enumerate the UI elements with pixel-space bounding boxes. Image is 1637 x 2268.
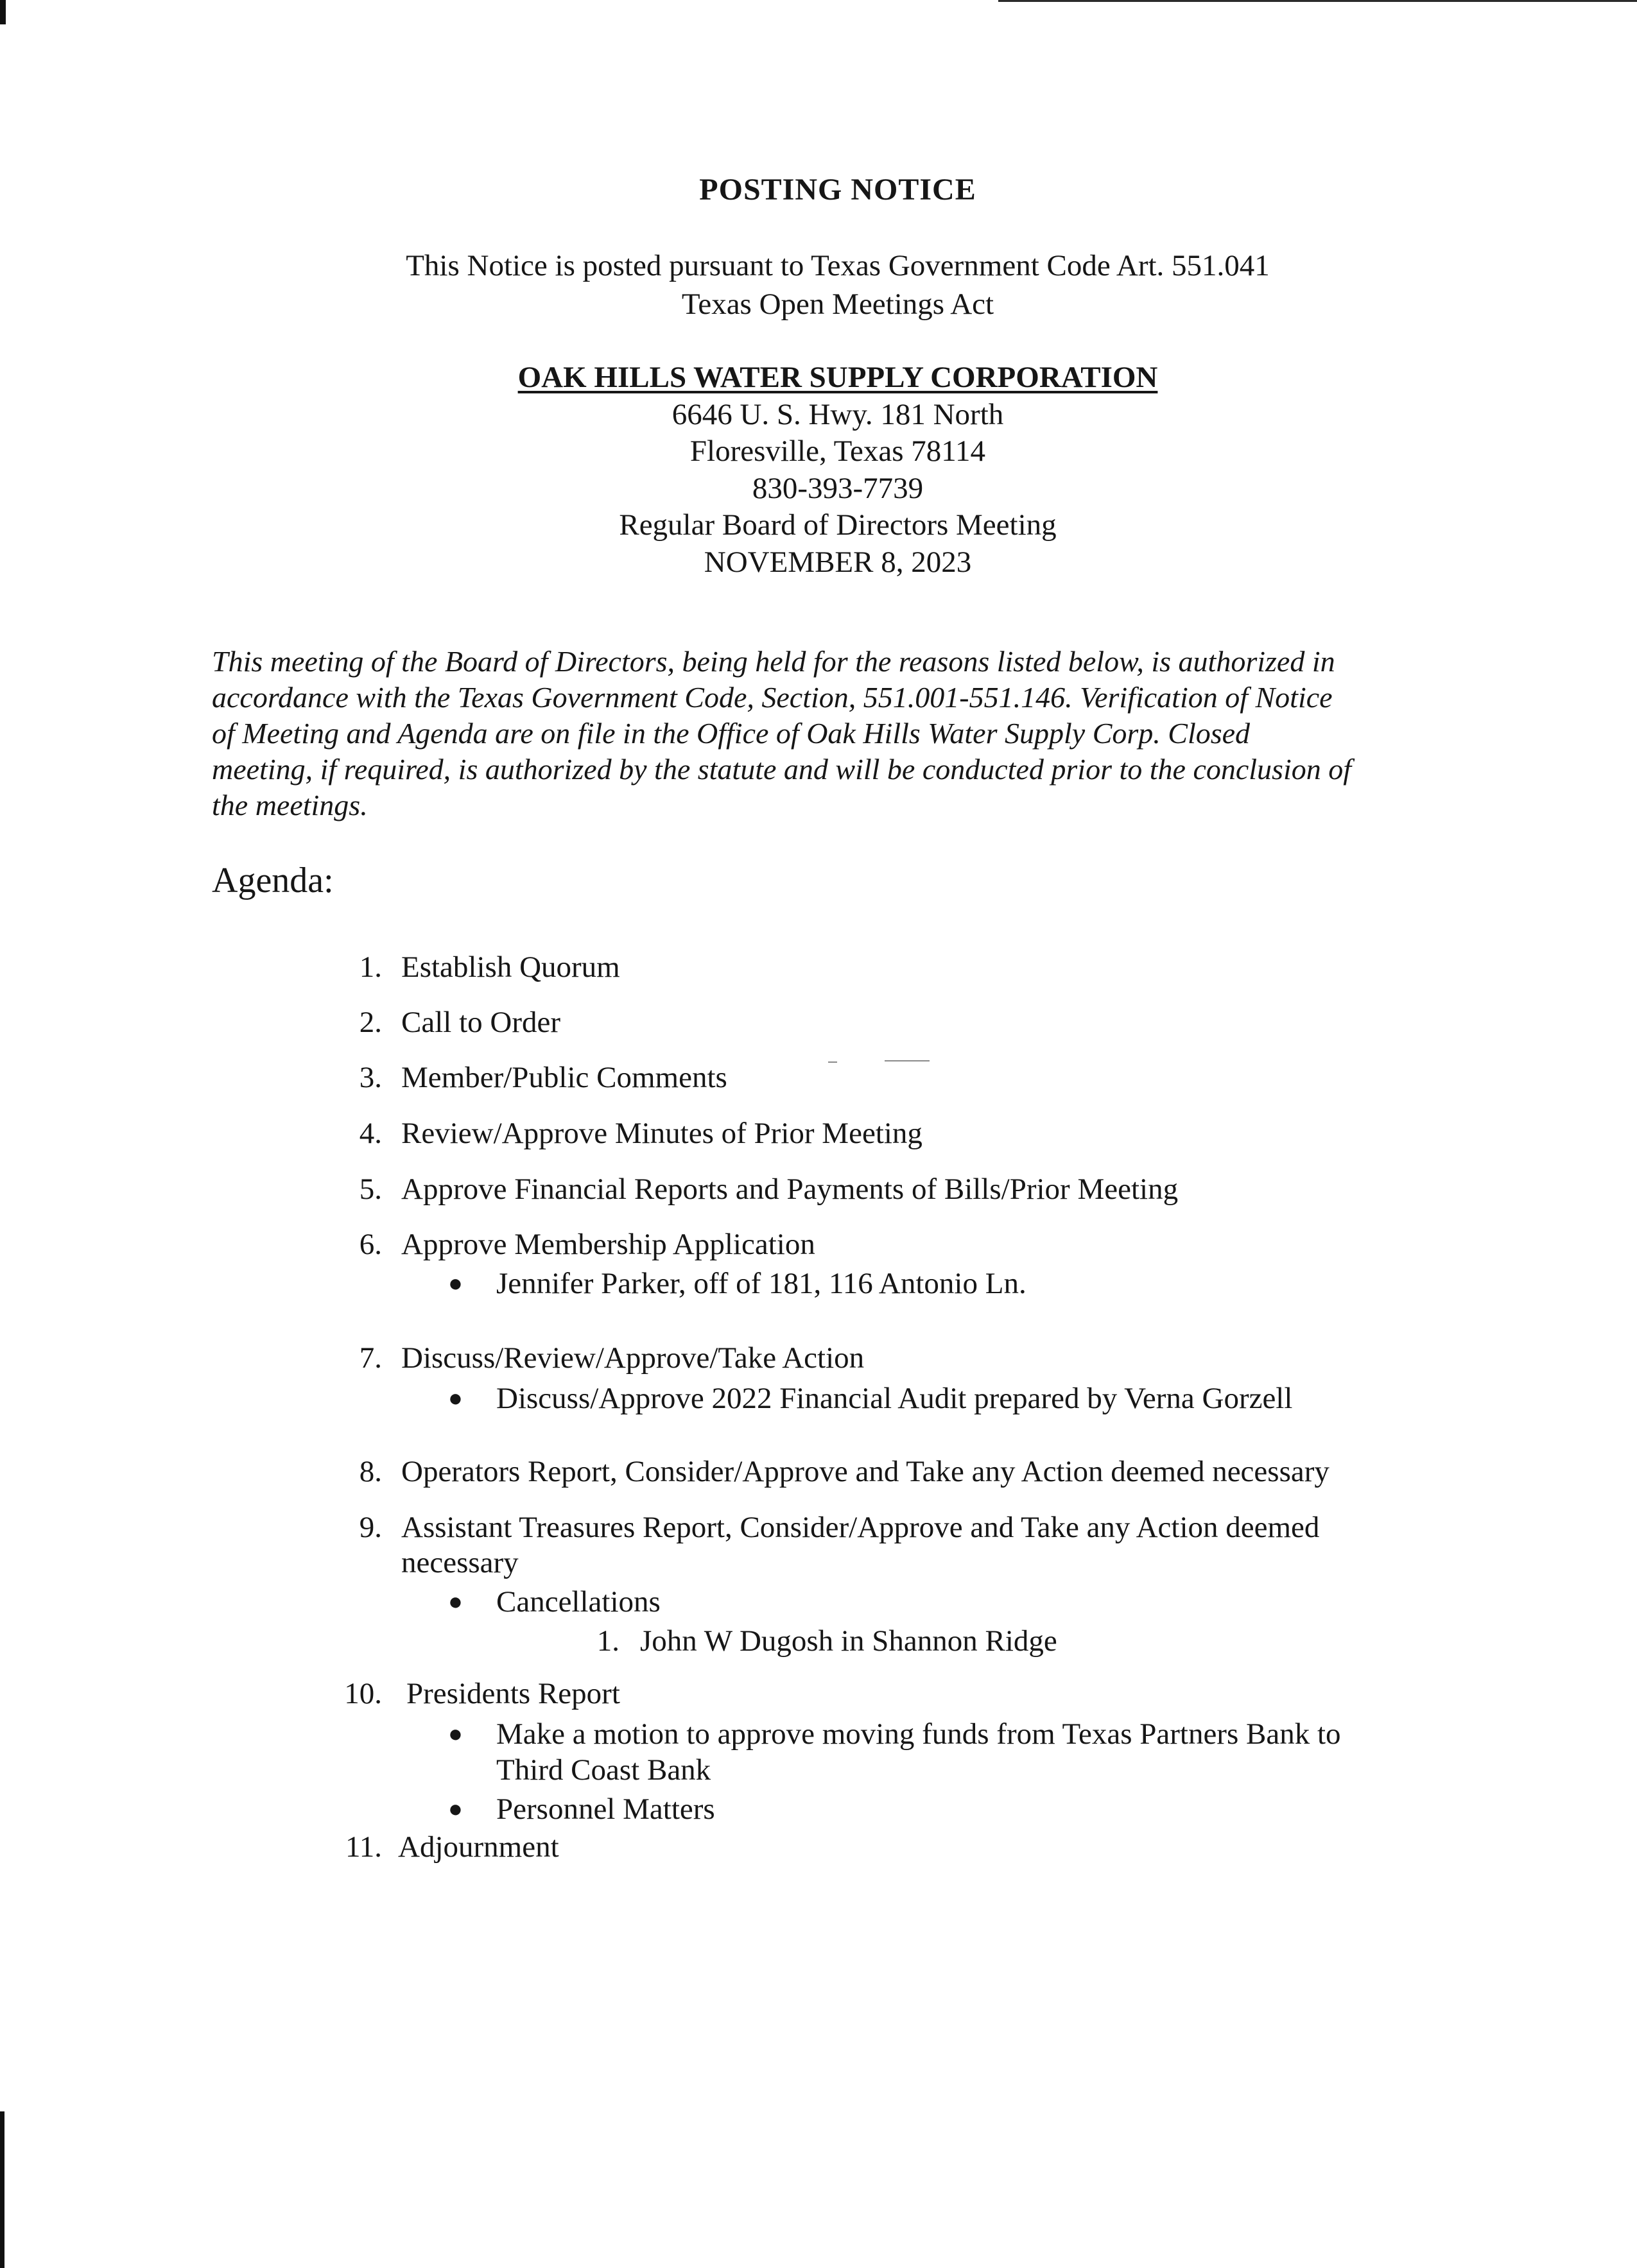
agenda-item-number: 2. (359, 1006, 382, 1039)
agenda-nested-number: 1. (596, 1624, 619, 1658)
bullet-icon: ● (448, 1588, 463, 1615)
agenda-item-number: 7. (359, 1341, 382, 1375)
agenda-subitem-text: Make a motion to approve moving funds from Texas Partners Bank to (496, 1717, 1341, 1751)
phone-number: 830-393-7739 (752, 472, 924, 505)
agenda-item-text: Review/Approve Minutes of Prior Meeting (401, 1117, 922, 1150)
statement-line: of Meeting and Agenda are on file in the Office of Oak Hills Water Supply Corp. Closed (212, 717, 1251, 750)
scan-mark (885, 1060, 930, 1061)
notice-line: This Notice is posted pursuant to Texas Government Code Art. 551.041 (406, 249, 1270, 282)
agenda-item-text: Approve Financial Reports and Payments of Bills/Prior Meeting (401, 1173, 1179, 1206)
agenda-subitem-text: Third Coast Bank (496, 1753, 711, 1787)
bullet-icon: ● (448, 1796, 463, 1823)
agenda-item-text: Operators Report, Consider/Approve and Take any Action deemed necessary (401, 1455, 1330, 1488)
agenda-item-number: 6. (359, 1228, 382, 1261)
statement-line: meeting, if required, is authorized by the statute and will be conducted prior to the conclusion of (212, 753, 1352, 786)
statement-line: the meetings. (212, 789, 368, 821)
agenda-item-text: Discuss/Review/Approve/Take Action (401, 1341, 865, 1375)
agenda-item-text: Presidents Report (406, 1677, 620, 1710)
agenda-heading: Agenda: (212, 861, 334, 900)
agenda-subitem-text: Personnel Matters (496, 1792, 715, 1826)
agenda-item-number: 9. (359, 1511, 382, 1544)
agenda-subitem-text: Cancellations (496, 1585, 661, 1619)
agenda-item-number: 8. (359, 1455, 382, 1488)
agenda-item-text: Establish Quorum (401, 950, 620, 984)
agenda-item-text: Call to Order (401, 1006, 560, 1039)
agenda-item-number: 5. (359, 1173, 382, 1206)
address-line: 6646 U. S. Hwy. 181 North (671, 398, 1004, 431)
agenda-item-text: necessary (401, 1546, 519, 1579)
statement-line: This meeting of the Board of Directors, being held for the reasons listed below, is authorized in (212, 645, 1335, 678)
agenda-item-number: 10. (344, 1677, 382, 1710)
bullet-icon: ● (448, 1385, 463, 1412)
meeting-type: Regular Board of Directors Meeting (619, 508, 1057, 542)
notice-line: Texas Open Meetings Act (681, 288, 994, 321)
agenda-subitem-text: Jennifer Parker, off of 181, 116 Antonio Ln. (496, 1267, 1026, 1300)
agenda-subitem-text: Discuss/Approve 2022 Financial Audit prepared by Verna Gorzell (496, 1382, 1293, 1415)
bullet-icon: ● (448, 1270, 463, 1297)
agenda-item-text: Assistant Treasures Report, Consider/Approve and Take any Action deemed (401, 1511, 1320, 1544)
address-line: Floresville, Texas 78114 (689, 434, 986, 468)
agenda-item-number: 3. (359, 1061, 382, 1094)
statement-line: accordance with the Texas Government Code, Section, 551.001-551.146. Verification of Notice (212, 681, 1333, 714)
agenda-item-number: 11. (345, 1830, 382, 1864)
agenda-nested-text: John W Dugosh in Shannon Ridge (640, 1624, 1057, 1658)
meeting-date: NOVEMBER 8, 2023 (704, 546, 972, 579)
bullet-icon: ● (448, 1721, 463, 1748)
agenda-item-text: Approve Membership Application (401, 1228, 815, 1261)
agenda-item-number: 4. (359, 1117, 382, 1150)
page-title: POSTING NOTICE (699, 173, 976, 207)
agenda-item-text: Member/Public Comments (401, 1061, 727, 1094)
organization-name-text: OAK HILLS WATER SUPPLY CORPORATION (517, 361, 1158, 394)
scan-mark (828, 1061, 837, 1063)
agenda-item-number: 1. (359, 950, 382, 984)
agenda-item-text: Adjournment (398, 1830, 559, 1864)
